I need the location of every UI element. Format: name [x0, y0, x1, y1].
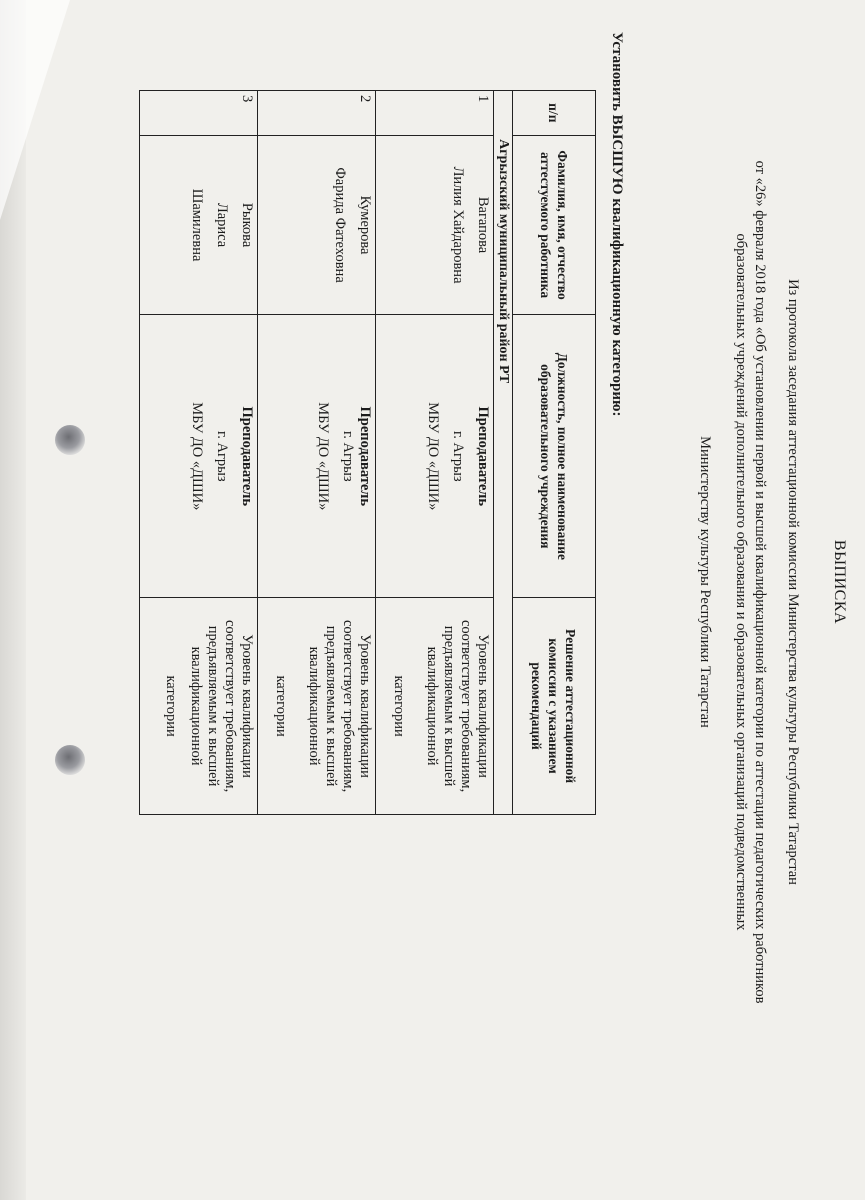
org-name: МБУ ДО «ДШИ»: [315, 402, 331, 511]
commission-decision: [376, 598, 494, 815]
establish-statement: [608, 32, 625, 416]
region-num-cell: [494, 91, 513, 136]
employee-name: [376, 135, 494, 315]
header-position: Должность, полное наименование образовательного учреждения: [513, 315, 596, 598]
org-city: г. Агрыз: [340, 430, 356, 482]
table-row: [376, 91, 494, 815]
table-row: [258, 91, 376, 815]
position-org: [258, 315, 376, 598]
decision-text: Уровень квалификации соответствует требованиям, предъявляемым к высшей квалификационной: [306, 619, 373, 793]
employee-patronymic: Шамилевна: [189, 188, 205, 262]
header-line-1: Из протокола заседания аттестационной комиссии Министерства культуры Республики Татарстан: [785, 279, 801, 885]
header-name: Фамилия, имя, отчество аттестуемого работника: [513, 135, 596, 315]
position-title: Преподаватель: [475, 406, 491, 507]
employee-given-name: Лариса: [214, 202, 230, 248]
qualification-table: [139, 90, 596, 815]
row-number: 3: [140, 91, 258, 136]
header-num: п/п: [513, 91, 596, 136]
region-label: Агрызский муниципальный район РТ: [494, 135, 513, 814]
folded-corner: [0, 0, 70, 220]
document-sheet: [118, 32, 858, 1132]
establish-prefix: Установить: [609, 32, 625, 115]
commission-decision: [258, 598, 376, 815]
decision-text: Уровень квалификации соответствует требованиям, предъявляемым к высшей квалификационной: [188, 619, 255, 793]
employee-given-name: Лилия Хайдаровна: [450, 166, 466, 284]
document-title: ВЫПИСКА: [831, 539, 848, 625]
region-row: [494, 91, 513, 815]
punch-hole-bottom: [55, 745, 85, 775]
employee-name: [258, 135, 376, 315]
establish-highlight: ВЫСШУЮ: [609, 114, 625, 195]
org-name: МБУ ДО «ДШИ»: [189, 402, 205, 511]
row-number: 1: [376, 91, 494, 136]
decision-tail: категории: [273, 675, 289, 737]
employee-surname: Вагапова: [475, 196, 491, 254]
commission-decision: [140, 598, 258, 815]
position-org: [140, 315, 258, 598]
header-line-3: образовательных учреждений дополнительного образования и образовательных организаций подведомственных: [733, 233, 749, 931]
org-city: г. Агрыз: [450, 430, 466, 482]
punch-hole-top: [55, 425, 85, 455]
employee-given-name: Фарида Фатеховна: [332, 167, 348, 283]
org-city: г. Агрыз: [214, 430, 230, 482]
establish-suffix: квалификационную категорию:: [609, 194, 625, 417]
position-title: Преподаватель: [239, 406, 255, 507]
table-row: [140, 91, 258, 815]
position-title: Преподаватель: [357, 406, 373, 507]
employee-surname: Рыкова: [239, 202, 255, 248]
row-number: 2: [258, 91, 376, 136]
header-decision: Решение аттестационной комиссии с указанием рекомендаций: [513, 598, 596, 815]
decision-tail: категории: [391, 675, 407, 737]
employee-name: [140, 135, 258, 315]
org-name: МБУ ДО «ДШИ»: [425, 402, 441, 511]
table-header-row: [513, 91, 596, 815]
decision-text: Уровень квалификации соответствует требованиям, предъявляемым к высшей квалификационной: [424, 619, 491, 793]
header-line-4: Министерству культуры Республики Татарстан: [697, 436, 713, 728]
position-org: [376, 315, 494, 598]
decision-tail: категории: [163, 675, 179, 737]
header-line-2: от «26» февраля 2018 года «Об установлении первой и высшей квалификационной категории по аттестации педагогических работников: [752, 160, 768, 1004]
employee-surname: Кумерова: [357, 195, 373, 255]
